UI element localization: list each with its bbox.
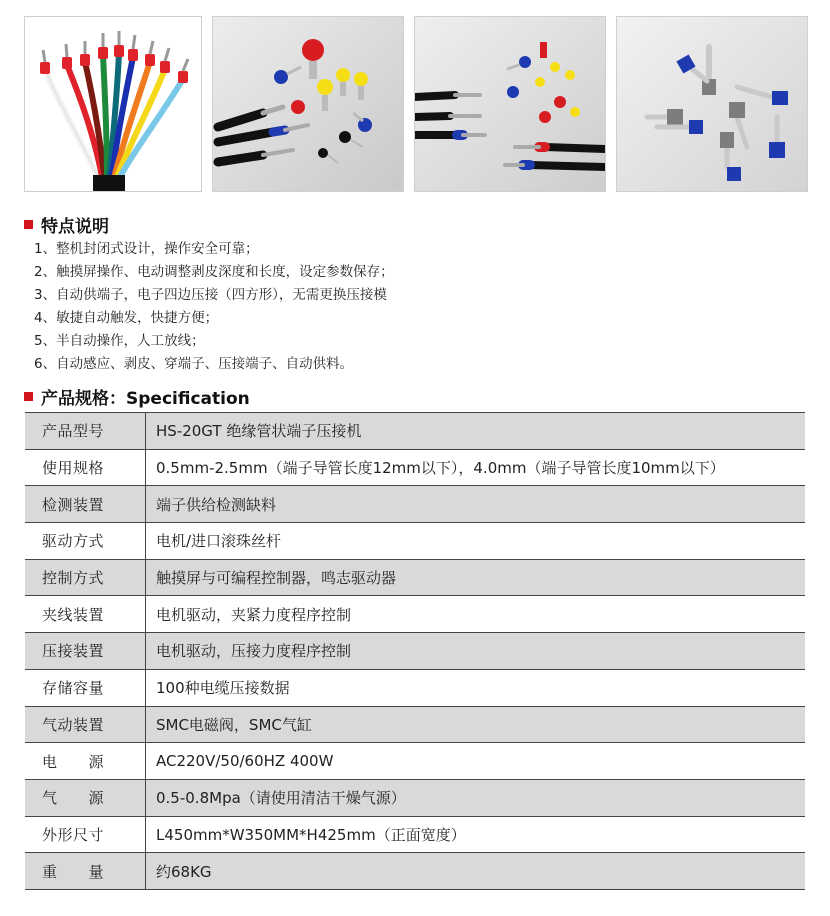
table-row: [25, 523, 805, 560]
table-row: [25, 743, 805, 780]
spec-value: HS-20GT 绝缘管状端子压接机: [146, 413, 806, 450]
features-title: 特点说明: [41, 217, 109, 237]
spec-label: 产品型号: [25, 413, 146, 450]
feature-item: 6、自动感应、剥皮、穿端子、压接端子、自动供料。: [34, 356, 354, 372]
spec-value: AC220V/50/60HZ 400W: [146, 743, 806, 780]
table-row: [25, 633, 805, 670]
spec-label: 气 源: [25, 779, 146, 816]
section-bullet-icon: [24, 392, 33, 401]
features-heading: [24, 212, 109, 237]
feature-item: 3、自动供端子，电子四边压接（四方形），无需更换压接模: [34, 287, 387, 303]
spec-value: 约68KG: [146, 853, 806, 890]
spec-value: 0.5mm-2.5mm（端子导管长度12mm以下），4.0mm（端子导管长度10mm以下）: [146, 449, 806, 486]
feature-item: 4、敏捷自动触发，快捷方便；: [34, 310, 219, 326]
table-row: [25, 596, 805, 633]
spec-label: 压接装置: [25, 633, 146, 670]
feature-item: 5、半自动操作，人工放线；: [34, 333, 205, 349]
product-photos: [24, 16, 806, 190]
photo-ferrules-blue-grey: [616, 16, 808, 192]
feature-item: 2、触摸屏操作、电动调整剥皮深度和长度，设定参数保存；: [34, 264, 394, 280]
spec-value: 电机/进口滚珠丝杆: [146, 523, 806, 560]
table-row: [25, 779, 805, 816]
spec-label: 电 源: [25, 743, 146, 780]
spec-label: 重 量: [25, 853, 146, 890]
photo-colored-wires: [24, 16, 202, 192]
table-row: [25, 853, 805, 890]
spec-value: 电机驱动，夹紧力度程序控制: [146, 596, 806, 633]
spec-label: 夹线装置: [25, 596, 146, 633]
table-row: [25, 816, 805, 853]
spec-value: L450mm*W350MM*H425mm（正面宽度）: [146, 816, 806, 853]
spec-value: SMC电磁阀，SMC气缸: [146, 706, 806, 743]
table-row: [25, 559, 805, 596]
spec-value: 100种电缆压接数据: [146, 669, 806, 706]
spec-value: 0.5-0.8Mpa（请使用清洁干燥气源）: [146, 779, 806, 816]
table-row: [25, 486, 805, 523]
spec-heading: [24, 384, 250, 409]
spec-label: 检测装置: [25, 486, 146, 523]
table-row: [25, 706, 805, 743]
spec-title: 产品规格：Specification: [41, 389, 250, 409]
section-bullet-icon: [24, 220, 33, 229]
spec-label: 存储容量: [25, 669, 146, 706]
photo-ferrules-assorted: [212, 16, 404, 192]
table-row: [25, 413, 805, 450]
spec-table: [25, 412, 805, 890]
feature-item: 1、整机封闭式设计，操作安全可靠；: [34, 241, 259, 257]
spec-label: 使用规格: [25, 449, 146, 486]
spec-label: 外形尺寸: [25, 816, 146, 853]
spec-label: 控制方式: [25, 559, 146, 596]
features-list: [34, 238, 394, 376]
spec-label: 气动装置: [25, 706, 146, 743]
spec-value: 端子供给检测缺料: [146, 486, 806, 523]
photo-ferrules-crimped: [414, 16, 606, 192]
table-row: [25, 669, 805, 706]
spec-label: 驱动方式: [25, 523, 146, 560]
table-row: [25, 449, 805, 486]
spec-value: 电机驱动，压接力度程序控制: [146, 633, 806, 670]
spec-value: 触摸屏与可编程控制器，鸣志驱动器: [146, 559, 806, 596]
